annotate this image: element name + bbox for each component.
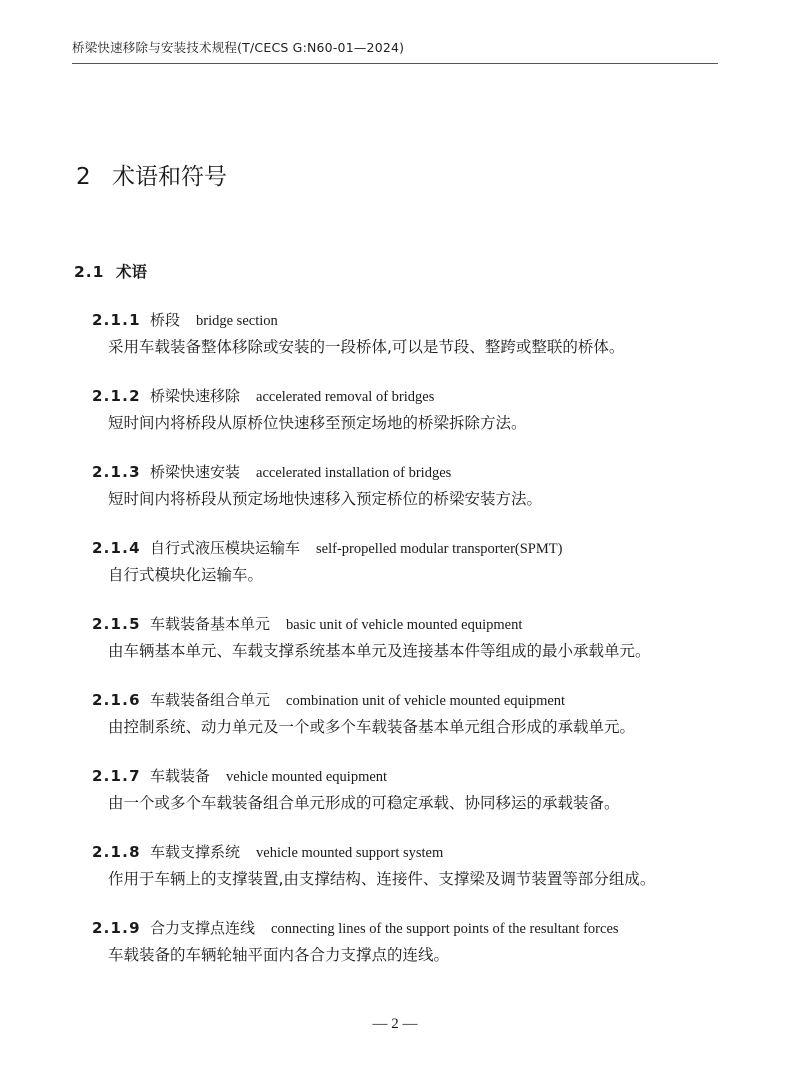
running-header: 桥梁快速移除与安装技术规程(T/CECS G:N60-01—2024) — [72, 40, 405, 55]
term-chinese: 车载装备基本单元 — [150, 615, 271, 633]
term-definition: 车载装备的车辆轮轴平面内各合力支撑点的连线。 — [108, 946, 450, 964]
term-chinese: 车载装备 — [150, 767, 211, 785]
term-number: 2.1.7 — [92, 767, 141, 785]
term-chinese: 车载装备组合单元 — [150, 691, 271, 709]
term-chinese: 桥梁快速安装 — [150, 463, 241, 481]
term-entry — [92, 309, 712, 358]
term-number: 2.1.8 — [92, 843, 141, 861]
term-chinese: 车载支撑系统 — [150, 843, 241, 861]
term-entry — [92, 537, 712, 586]
term-heading — [92, 613, 712, 635]
term-heading — [92, 309, 712, 331]
term-heading — [92, 461, 712, 483]
term-heading — [92, 917, 712, 939]
term-english: accelerated removal of bridges — [256, 389, 435, 405]
term-chinese: 桥段 — [150, 311, 181, 329]
term-definition: 由一个或多个车载装备组合单元形成的可稳定承载、协同移运的承载装备。 — [108, 794, 620, 812]
term-chinese: 合力支撑点连线 — [150, 919, 256, 937]
term-definition: 短时间内将桥段从原桥位快速移至预定场地的桥梁拆除方法。 — [108, 414, 527, 432]
term-heading — [92, 385, 712, 407]
term-definition: 采用车载装备整体移除或安装的一段桥体,可以是节段、整跨或整联的桥体。 — [108, 338, 625, 356]
term-number: 2.1.6 — [92, 691, 141, 709]
term-number: 2.1.9 — [92, 919, 141, 937]
term-english: basic unit of vehicle mounted equipment — [286, 617, 523, 633]
term-english: self-propelled modular transporter(SPMT) — [316, 541, 563, 557]
term-entry — [92, 765, 712, 814]
chapter-title — [76, 158, 227, 191]
page-number: — 2 — — [372, 1016, 418, 1032]
term-heading — [92, 537, 712, 559]
term-entry — [92, 385, 712, 434]
term-chinese: 自行式液压模块运输车 — [150, 539, 301, 557]
term-definition: 由车辆基本单元、车载支撑系统基本单元及连接基本件等组成的最小承载单元。 — [108, 642, 651, 660]
header-divider — [72, 63, 718, 64]
term-english: connecting lines of the support points of the resultant forces — [271, 921, 619, 937]
term-entry — [92, 917, 712, 966]
term-definition: 自行式模块化运输车。 — [108, 566, 264, 584]
term-heading — [92, 841, 712, 863]
section-title-text: 术语 — [116, 263, 148, 281]
chapter-number: 2 — [76, 164, 91, 190]
term-chinese: 桥梁快速移除 — [150, 387, 241, 405]
term-english: bridge section — [196, 313, 278, 329]
term-number: 2.1.4 — [92, 539, 141, 557]
section-title — [74, 260, 147, 282]
term-english: vehicle mounted support system — [256, 845, 444, 861]
term-number: 2.1.2 — [92, 387, 141, 405]
term-heading — [92, 765, 712, 787]
term-entry — [92, 841, 712, 890]
chapter-title-text: 术语和符号 — [112, 164, 227, 190]
term-english: accelerated installation of bridges — [256, 465, 452, 481]
term-definition: 作用于车辆上的支撑装置,由支撑结构、连接件、支撑梁及调节装置等部分组成。 — [108, 870, 656, 888]
term-number: 2.1.1 — [92, 311, 141, 329]
term-entry — [92, 461, 712, 510]
term-definition: 短时间内将桥段从预定场地快速移入预定桥位的桥梁安装方法。 — [108, 490, 543, 508]
term-number: 2.1.5 — [92, 615, 141, 633]
term-number: 2.1.3 — [92, 463, 141, 481]
term-heading — [92, 689, 712, 711]
term-definition: 由控制系统、动力单元及一个或多个车载装备基本单元组合形成的承载单元。 — [108, 718, 636, 736]
section-number: 2.1 — [74, 263, 105, 281]
term-entry — [92, 613, 712, 662]
term-english: vehicle mounted equipment — [226, 769, 388, 785]
term-entry — [92, 689, 712, 738]
term-english: combination unit of vehicle mounted equipment — [286, 693, 566, 709]
